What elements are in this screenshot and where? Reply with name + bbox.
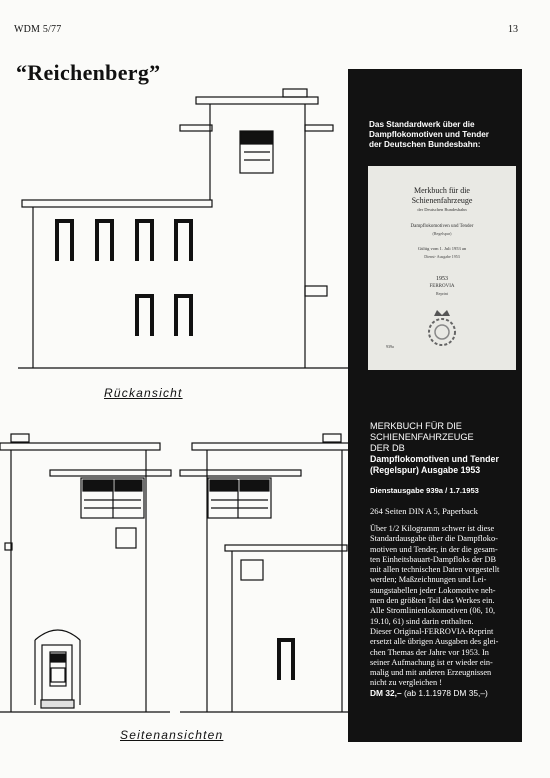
ad-body-line: nicht zu vergleichen ! — [370, 678, 442, 688]
ad-headline-line: MERKBUCH FÜR DIE — [370, 421, 462, 431]
ad-body-line: malig und mit anderen Erzeugnissen — [370, 668, 492, 678]
cover-number: 939a — [386, 344, 394, 349]
side-views-caption: Seitenansichten — [120, 728, 224, 742]
book-cover-image — [368, 166, 516, 370]
page-title: “Reichenberg” — [16, 60, 161, 85]
ad-body-line: ersetzt alle übrigen Ausgaben des glei- — [370, 637, 499, 647]
ad-body-line: men den größten Teil des Werkes ein. — [370, 596, 495, 606]
cover-title-line: Merkbuch für die — [414, 186, 470, 195]
cover-title-line: der Deutschen Bundesbahn — [417, 207, 467, 212]
ad-body-line: Alle Stromlinienlokomotiven (06, 10, — [370, 606, 496, 616]
ad-intro-line: Dampflokomotiven und Tender — [369, 130, 489, 139]
book-advertisement — [348, 69, 522, 742]
ad-body-line: werden; Maßzeichnungen und Lei- — [370, 575, 487, 585]
ad-body-line: mit allen technischen Daten vorgestellt — [370, 565, 500, 575]
ad-body-line: motiven und Tender, in der die gesam- — [370, 544, 498, 554]
ad-subheadline-line: Dampflokomotiven und Tender — [370, 454, 499, 464]
publisher-logo-sub: Reprint — [436, 291, 448, 296]
building-elevation-drawings — [0, 80, 350, 740]
price-note: (ab 1.1.1978 DM 35,–) — [403, 688, 488, 698]
ad-subheadline — [370, 454, 520, 476]
cover-validity: Gültig vom 1. Juli 1953 an — [417, 246, 467, 251]
publisher-logo: FERROVIA — [429, 284, 455, 289]
cover-year: 1953 — [436, 276, 448, 282]
crown-wreath-emblem-icon — [420, 306, 464, 350]
cover-title-line: Schienenfahrzeuge — [411, 196, 473, 205]
ad-body-text — [370, 524, 520, 689]
ad-intro — [369, 120, 519, 150]
ad-body-line: Über 1/2 Kilogramm schwer ist diese — [370, 524, 495, 533]
ad-body-line: 19.10, 61) sind darin enthalten. — [370, 616, 474, 626]
ad-headline-line: SCHIENENFAHRZEUGE — [370, 432, 474, 442]
cover-subtitle: (Regelspur) — [432, 231, 452, 236]
ad-body-line: seiner Aufmachung ist er wieder ein- — [370, 657, 493, 667]
side-elevation-right-drawing — [180, 434, 350, 712]
ad-body-line: stungstabellen jeder Lokomotive neh- — [370, 585, 496, 595]
ad-intro-line: der Deutschen Bundesbahn: — [369, 140, 481, 149]
page-header-left: WDM 5/77 — [14, 24, 62, 35]
ad-body-line: ten Einheitsbauart-Dampfloks der DB — [370, 554, 497, 564]
cover-subtitle: Dampflokomotiven und Tender — [410, 224, 474, 229]
side-elevation-left-drawing — [0, 434, 171, 712]
rear-elevation-drawing — [18, 89, 350, 368]
ad-price — [370, 688, 520, 698]
ad-body-line: chen Themas der Jahre vor 1953. In — [370, 647, 489, 657]
cover-validity: Dienst- Ausgabe 1953 — [424, 254, 460, 259]
ad-edition: Dienstausgabe 939a / 1.7.1953 — [370, 486, 479, 495]
ad-headline — [370, 421, 520, 454]
price-main: DM 32,– — [370, 688, 402, 698]
ad-headline-line: DER DB — [370, 443, 405, 453]
ad-subheadline-line: (Regelspur) Ausgabe 1953 — [370, 465, 481, 475]
ad-body-line: Standardausgabe über die Dampfloko- — [370, 534, 498, 544]
ad-intro-line: Das Standardwerk über die — [369, 120, 475, 129]
ad-page-count: 264 Seiten DIN A 5, Paperback — [370, 506, 478, 516]
rear-view-caption: Rückansicht — [104, 386, 183, 400]
ad-body-line: Dieser Original-FERROVIA-Reprint — [370, 626, 494, 636]
page-number: 13 — [508, 24, 518, 35]
